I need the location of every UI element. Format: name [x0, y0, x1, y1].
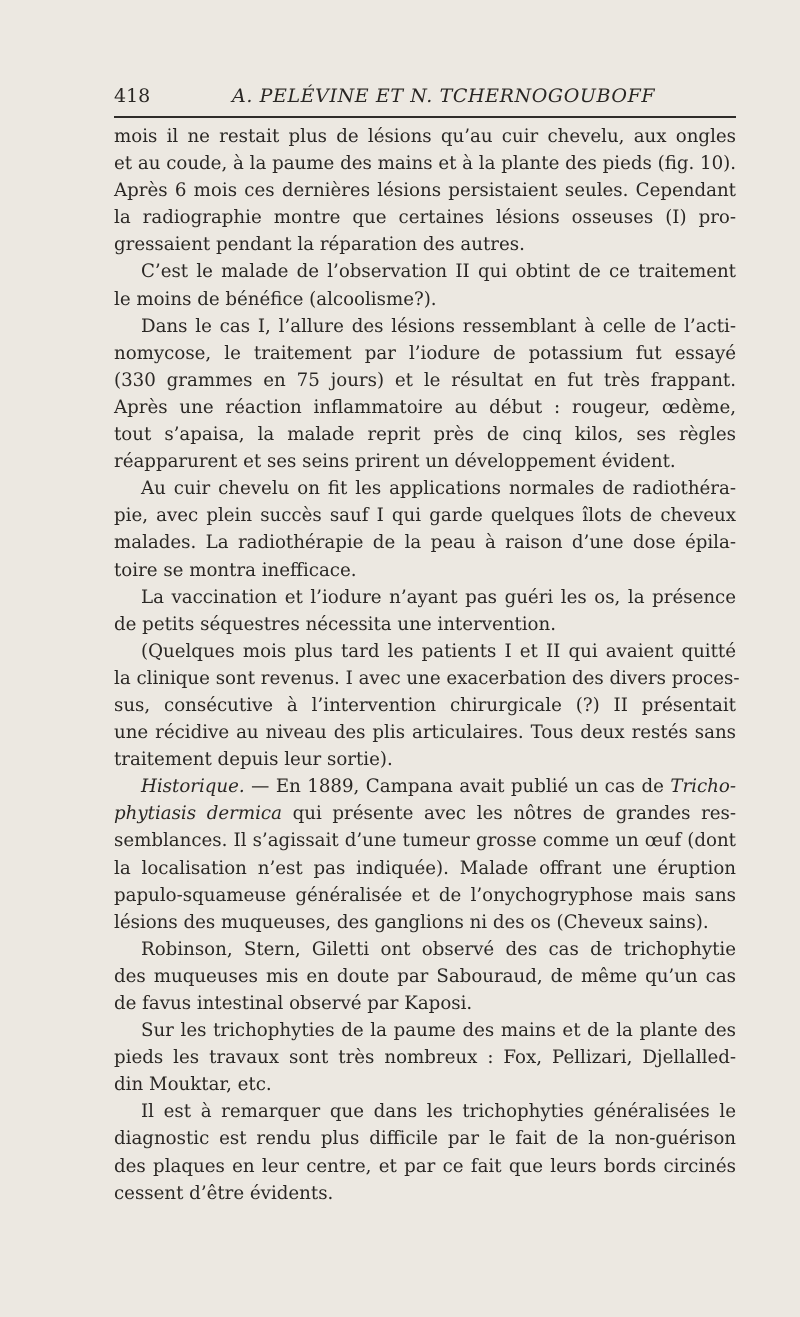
- text-line: pie, avec plein succès sauf I qui garde quelques îlots de cheveux: [114, 505, 736, 527]
- text-line: la clinique sont revenus. I avec une exacerbation des divers proces-: [114, 667, 740, 689]
- text-line: sus, consécutive à l’intervention chirurgicale (?) II présentait: [114, 694, 736, 716]
- running-head: [114, 84, 736, 108]
- text-line: Robinson, Stern, Giletti ont observé des cas de trichophytie: [141, 938, 736, 960]
- text-line: Sur les trichophyties de la paume des mains et de la plante des: [141, 1020, 736, 1042]
- text-line: cessent d’être évidents.: [114, 1182, 334, 1204]
- text-line: de petits séquestres nécessita une intervention.: [114, 613, 557, 635]
- text-line: din Mouktar, etc.: [114, 1074, 272, 1096]
- text-line: semblances. Il s’agissait d’une tumeur grosse comme un œuf (dont: [114, 830, 736, 852]
- text-fragment: — En 1889, Campana avait publié un cas de: [244, 776, 671, 798]
- text-line: (Quelques mois plus tard les patients I et II qui avaient quitté: [141, 640, 736, 662]
- text-line: Dans le cas I, l’allure des lésions ressemblant à celle de l’acti-: [141, 315, 736, 337]
- text-line: (330 grammes en 75 jours) et le résultat en fut très frappant.: [114, 369, 736, 391]
- text-line: tout s’apaisa, la malade reprit près de cinq kilos, ses règles: [114, 424, 736, 446]
- text-line: nomycose, le traitement par l’iodure de potassium fut essayé: [114, 342, 736, 364]
- text-line: [114, 800, 736, 827]
- text-line: Il est à remarquer que dans les trichophyties généralisées le: [141, 1101, 736, 1123]
- text-line: réapparurent et ses seins prirent un développement évident.: [114, 451, 676, 473]
- text-line: le moins de bénéfice (alcoolisme?).: [114, 288, 437, 310]
- text-line: et au coude, à la paume des mains et à la plante des pieds (fig. 10).: [114, 153, 737, 175]
- text-line: papulo-squameuse généralisée et de l’onychogryphose mais sans: [114, 884, 736, 906]
- text-line: une récidive au niveau des plis articulaires. Tous deux restés sans: [114, 722, 736, 744]
- text-fragment: qui présente avec les nôtres de grandes res-: [281, 803, 737, 825]
- text-line: mois il ne restait plus de lésions qu’au cuir chevelu, aux ongles: [114, 126, 736, 147]
- text-line: [114, 773, 736, 800]
- text-line: Après une réaction inflammatoire au début : rougeur, œdème,: [114, 396, 736, 418]
- text-line: La vaccination et l’iodure n’ayant pas guéri les os, la présence: [141, 586, 736, 608]
- text-line: C’est le malade de l’observation II qui obtint de ce traitement: [141, 261, 736, 283]
- text-line: malades. La radiothérapie de la peau à raison d’une dose épila-: [114, 532, 736, 554]
- text-line: Au cuir chevelu on fit les applications normales de radiothéra-: [141, 478, 736, 500]
- text-line: toire se montra inefficace.: [114, 559, 357, 581]
- text-line: des plaques en leur centre, et par ce fait que leurs bords circinés: [114, 1155, 736, 1177]
- header-rule: [114, 116, 736, 118]
- text-line: traitement depuis leur sortie).: [114, 749, 393, 771]
- emphasis: phytiasis dermica: [114, 803, 282, 825]
- text-line: la localisation n’est pas indiquée). Malade offrant une éruption: [114, 857, 736, 879]
- body-text: [114, 123, 740, 1207]
- page-number: 418: [114, 85, 151, 107]
- text-line: de favus intestinal observé par Kaposi.: [114, 993, 473, 1014]
- section-heading: Historique.: [141, 776, 245, 798]
- text-line: des muqueuses mis en doute par Sabouraud, de même qu’un cas: [114, 965, 736, 987]
- emphasis: Tricho-: [670, 776, 736, 798]
- text-line: lésions des muqueuses, des ganglions ni des os (Cheveux sains).: [114, 911, 709, 933]
- text-line: diagnostic est rendu plus difficile par le fait de la non-guérison: [114, 1128, 736, 1150]
- text-line: pieds les travaux sont très nombreux : Fox, Pellizari, Djellalled-: [114, 1047, 736, 1069]
- text-line: la radiographie montre que certaines lésions osseuses (I) pro-: [114, 207, 736, 229]
- text-line: Après 6 mois ces dernières lésions persistaient seules. Cependant: [114, 180, 736, 202]
- text-line: gressaient pendant la réparation des autres.: [114, 234, 525, 256]
- running-title: A. PELÉVINE ET N. TCHERNOGOUBOFF: [232, 85, 656, 107]
